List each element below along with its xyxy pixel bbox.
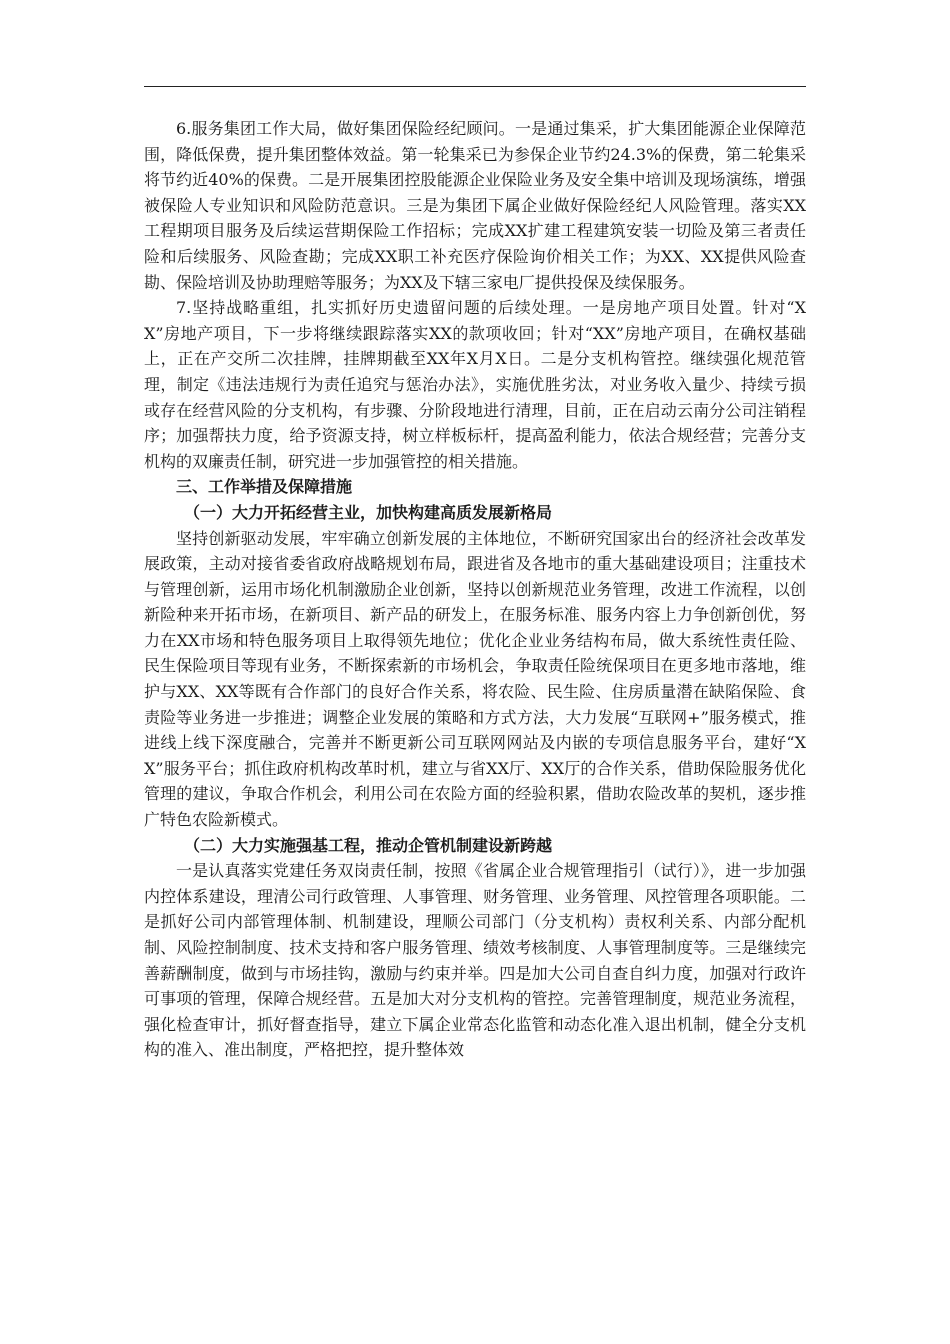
header-rule xyxy=(144,86,806,87)
paragraph-management: 一是认真落实党建任务双岗责任制，按照《省属企业合规管理指引（试行）》，进一步加强内控体系建设，理清公司行政管理、人事管理、财务管理、业务管理、风控管理各项职能。二是抓好公司内部管理体制、机制建设，理顺公司部门（分支机构）责权利关系、内部分配机制、风险控制制度、技术支持和客户服务管理、绩效考核制度、人事管理制度等。三是继续完善薪酬制度，做到与市场挂钩，激励与约束并举。四是加大公司自查自纠力度，加强对行政许可事项的管理，保障合规经营。五是加大对分支机构的管控。完善管理制度，规范业务流程，强化检查审计，抓好督查指导，建立下属企业常态化监管和动态化准入退出机制，健全分支机构的准入、准出制度，严格把控，提升整体效 xyxy=(144,861,806,1060)
subsection-heading-2: （二）大力实施强基工程，推动企管机制建设新跨越 xyxy=(184,835,553,855)
subsection-heading-1: （一）大力开拓经营主业，加快构建高质发展新格局 xyxy=(184,502,553,522)
paragraph-item-6: 6.服务集团工作大局，做好集团保险经纪顾问。一是通过集采，扩大集团能源企业保障范围，降低保费，提升集团整体效益。第一轮集采已为参保企业节约24.3%的保费，第二轮集采将节约近40%的保费。二是开展集团控股能源企业保险业务及安全集中培训及现场演练，增强被保险人专业知识和风险防范意识。三是为集团下属企业做好保险经纪人风险管理。落实XX工程期项目服务及后续运营期保险工作招标；完成XX扩建工程建筑安装一切险及第三者责任险和后续服务、风险查勘；完成XX职工补充医疗保险询价相关工作；为XX、XX提供风险查勘、保险培训及协助理赔等服务；为XX及下辖三家电厂提供投保及续保服务。 xyxy=(144,119,806,292)
paragraph-innovation: 坚持创新驱动发展，牢牢确立创新发展的主体地位，不断研究国家出台的经济社会改革发展政策，主动对接省委省政府战略规划布局，跟进省及各地市的重大基础建设项目；注重技术与管理创新，运用市场化机制激励企业创新，坚持以创新规范业务管理，改进工作流程，以创新险种来开拓市场，在新项目、新产品的研发上，在服务标准、服务内容上力争创新创优，努力在XX市场和特色服务项目上取得领先地位；优化企业业务结构布局，做大系统性责任险、民生保险项目等现有业务，不断探索新的市场机会，争取责任险统保项目在更多地市落地，维护与XX、XX等既有合作部门的良好合作关系，将农险、民生险、住房质量潜在缺陷保险、食责险等业务进一步推进；调整企业发展的策略和方式方法，大力发展“互联网+”服务模式，推进线上线下深度融合，完善并不断更新公司互联网网站及内嵌的专项信息服务平台，建好“XX”服务平台；抓住政府机构改革时机，建立与省XX厅、XX厅的合作关系，借助保险服务优化管理的建议，争取合作机会，利用公司在农险方面的经验积累，借助农险改革的契机，逐步推广特色农险新模式。 xyxy=(144,528,806,830)
section-heading: 三、工作举措及保障措施 xyxy=(176,477,353,497)
paragraph-item-7: 7.坚持战略重组，扎实抓好历史遗留问题的后续处理。一是房地产项目处置。针对“XX”房地产项目，下一步将继续跟踪落实XX的款项收回；针对“XX”房地产项目，在确权基础上，正在产交所二次挂牌，挂牌期截至XX年X月X日。二是分支机构管控。继续强化规范管理，制定《违法违规行为责任追究与惩治办法》，实施优胜劣汰，对业务收入量少、持续亏损或存在经营风险的分支机构，有步骤、分阶段地进行清理，目前，正在启动云南分公司注销程序；加强帮扶力度，给予资源支持，树立样板标杆，提高盈利能力，依法合规经营；完善分支机构的双廉责任制，研究进一步加强管控的相关措施。 xyxy=(144,298,806,471)
document-body xyxy=(144,116,806,1063)
